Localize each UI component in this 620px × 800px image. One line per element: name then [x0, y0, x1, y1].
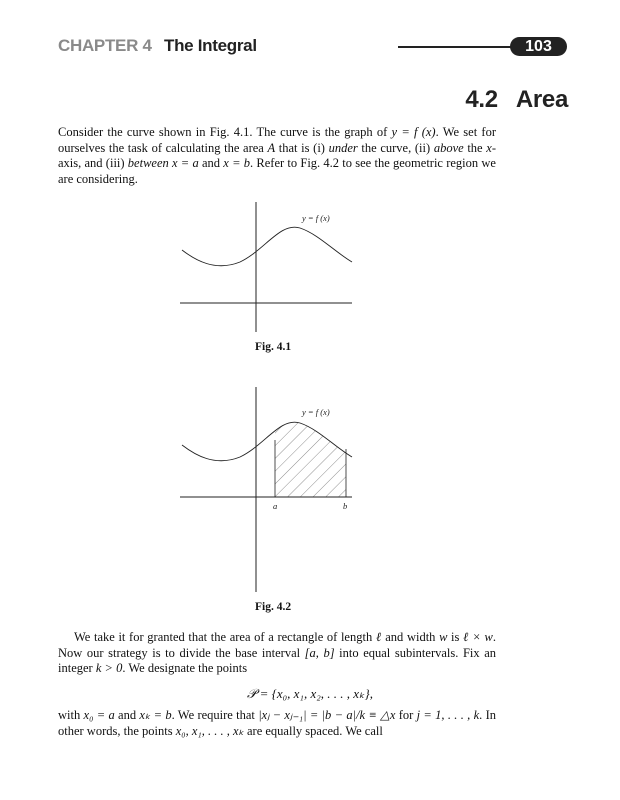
label-a: a [273, 501, 278, 511]
chapter-title: The Integral [164, 36, 257, 55]
emphasis: above [433, 140, 464, 155]
figure-caption: Fig. 4.1 [255, 341, 292, 353]
paragraph-intro: Consider the curve shown in Fig. 4.1. The curve is the graph of y = f (x). We set for ourselves the task of calculating the area A that is (i) under the curve, (ii) above the x-axis, and (iii) between x = a and x = b. Refer to Fig. 4.2 to see the geometric region we are considering. [58, 125, 496, 187]
emphasis: between [127, 156, 169, 171]
shaded-region [182, 422, 352, 497]
paragraph-partition: with x₀ = a and xₖ = b. We require that |xⱼ − xⱼ₋₁| = |b − a|/k ≡ △x for j = 1, . . . , k. In other words, the points x₀, x₁, . . . , xₖ are equally spaced. We call [58, 708, 496, 738]
section-number: 4.2 [465, 86, 498, 113]
math-inline: [a, b] [304, 645, 335, 660]
running-header [58, 36, 568, 60]
display-equation: 𝒫 = {x₀, x₁, x₂, . . . , xₖ}, [247, 686, 373, 701]
chapter-label: CHAPTER 4 [58, 36, 152, 55]
paragraph-strategy: We take it for granted that the area of a rectangle of length ℓ and width w is ℓ × w. Now our strategy is to divide the base interval [a, b] into equal subintervals. Fix an integer k > 0. We designate the points [58, 630, 496, 676]
header-rule [398, 46, 513, 48]
math-inline: A [267, 140, 276, 155]
label-b: b [343, 501, 348, 511]
math-inline: x₀, x₁, . . . , xₖ [175, 723, 244, 738]
curve-label: y = f (x) [302, 213, 330, 223]
math-inline: ℓ [375, 630, 382, 644]
math-inline: j = 1, . . . , k [416, 708, 480, 722]
emphasis: under [328, 140, 358, 155]
math-inline: ℓ × w [463, 630, 493, 644]
math-inline: x₀ = a [83, 708, 115, 722]
math-inline: w [439, 630, 448, 644]
curve-label: y = f (x) [302, 407, 330, 417]
math-inline: x [486, 140, 492, 155]
math-inline: y = f (x) [391, 125, 436, 139]
curve [182, 227, 352, 266]
math-inline: |xⱼ − xⱼ₋₁| = |b − a|/k ≡ △x [258, 708, 396, 722]
page-number-badge: 103 [510, 37, 567, 56]
math-inline: xₖ = b [139, 708, 172, 722]
figure-caption: Fig. 4.2 [255, 601, 292, 613]
math-inline: k > 0 [95, 661, 123, 676]
figure-4-1 [170, 200, 360, 335]
figure-4-2 [170, 385, 360, 595]
math-inline: x = a [172, 156, 199, 171]
section-title: Area [515, 86, 568, 113]
section-heading [465, 86, 568, 114]
math-inline: x = b [223, 156, 251, 171]
